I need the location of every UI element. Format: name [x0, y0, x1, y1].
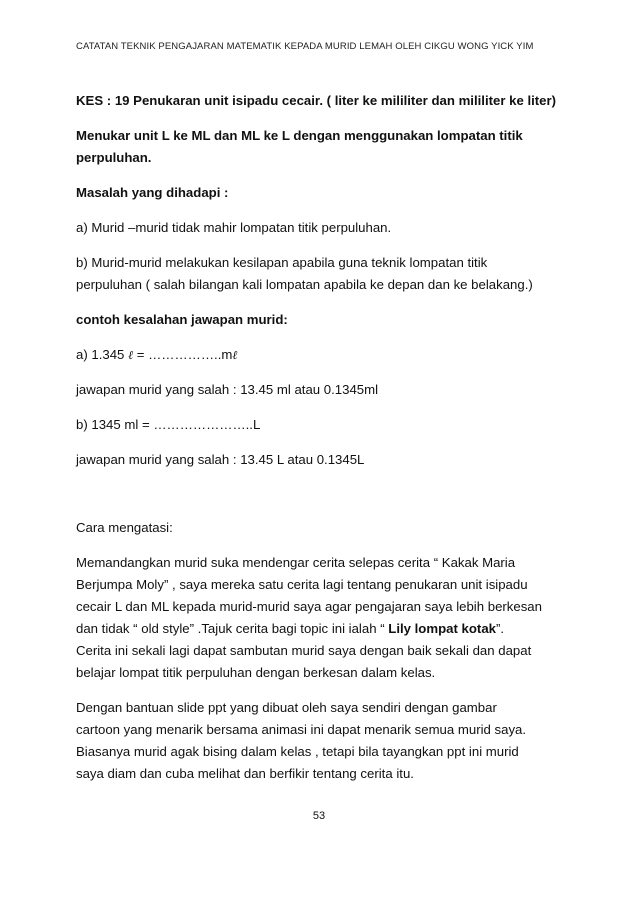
solution-paragraph-1 [76, 552, 566, 684]
paragraph-line [76, 618, 566, 640]
solution-heading: Cara mengatasi: [76, 520, 173, 535]
story-title: Lily lompat kotak [388, 621, 496, 636]
paragraph-line: Biasanya murid agak bising dalam kelas , tetapi bila tayangkan ppt ini murid [76, 744, 519, 759]
example-b: b) 1345 ml = …………………..L [76, 417, 261, 432]
example-a-answer: jawapan murid yang salah : 13.45 ml atau 0.1345ml [76, 382, 379, 397]
example-b-answer: jawapan murid yang salah : 13.45 L atau 0.1345L [76, 452, 365, 467]
problem-heading: Masalah yang dihadapi : [76, 185, 229, 200]
problem-line: perpuluhan ( salah bilangan kali lompatan apabila ke depan dan ke belakang.) [76, 277, 533, 292]
paragraph-line: Dengan bantuan slide ppt yang dibuat oleh saya sendiri dengan gambar [76, 700, 497, 715]
paragraph-line: cartoon yang menarik bersama animasi ini dapat menarik semua murid saya. [76, 722, 527, 737]
paragraph-line: saya diam dan cuba melihat dan berfikir tentang cerita itu. [76, 766, 414, 781]
subtitle-line: perpuluhan. [76, 150, 152, 165]
paragraph-line: Memandangkan murid suka mendengar cerita selepas cerita “ Kakak Maria [76, 555, 516, 570]
paragraph-line: cecair L dan ML kepada murid-murid saya agar pengajaran saya lebih berkesan [76, 599, 542, 614]
subtitle-line: Menukar unit L ke ML dan ML ke L dengan menggunakan lompatan titik [76, 128, 523, 143]
liter-symbol: ℓ [232, 348, 238, 362]
example-a-blank: = ……………..m [133, 347, 233, 362]
paragraph-line: Berjumpa Moly” , saya mereka satu cerita lagi tentang penukaran unit isipadu [76, 577, 528, 592]
paragraph-line: belajar lompat titik perpuluhan dengan berkesan dalam kelas. [76, 665, 436, 680]
page-number: 53 [312, 810, 326, 822]
line-text: ”. [496, 621, 505, 636]
case-title: KES : 19 Penukaran unit isipadu cecair. ( liter ke mililiter dan mililiter ke liter) [76, 93, 557, 108]
problem-item-b [76, 252, 566, 296]
liter-symbol: ℓ [128, 348, 134, 362]
solution-paragraph-2 [76, 697, 566, 785]
case-subtitle [76, 125, 566, 169]
page-content [76, 90, 566, 785]
paragraph-line: Cerita ini sekali lagi dapat sambutan murid saya dengan baik sekali dan dapat [76, 643, 532, 658]
line-text: dan tidak “ old style” .Tajuk cerita bagi topic ini ialah “ [76, 621, 389, 636]
example-heading: contoh kesalahan jawapan murid: [76, 312, 288, 327]
page-header: CATATAN TEKNIK PENGAJARAN MATEMATIK KEPADA MURID LEMAH OLEH CIKGU WONG YICK YIM [76, 41, 534, 52]
example-a [76, 344, 566, 366]
problem-item-a: a) Murid –murid tidak mahir lompatan titik perpuluhan. [76, 220, 392, 235]
example-a-text: a) 1.345 [76, 347, 129, 362]
problem-line: b) Murid-murid melakukan kesilapan apabila guna teknik lompatan titik [76, 255, 488, 270]
